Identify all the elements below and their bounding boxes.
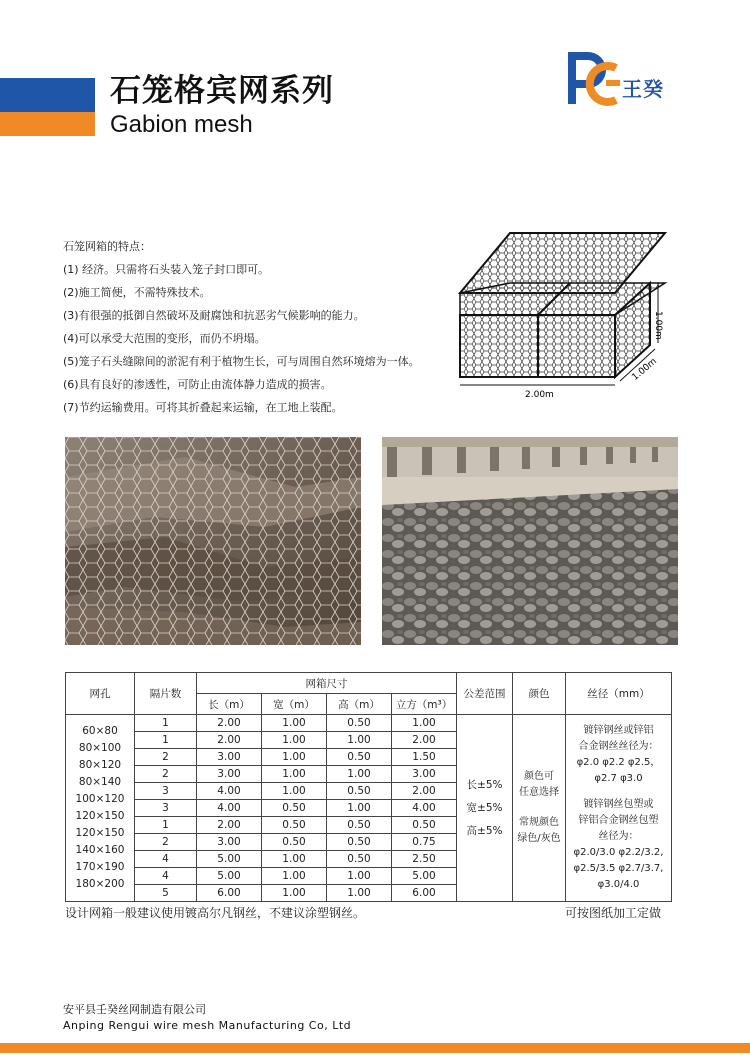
mesh-size: 140×160 [75, 844, 125, 856]
cell-panels: 4 [135, 868, 197, 885]
wire-spec: φ3.0/4.0 [597, 879, 640, 890]
cell-width: 0.50 [262, 800, 327, 817]
mesh-size: 80×100 [78, 742, 122, 754]
cell-panels: 2 [135, 766, 197, 783]
cell-volume: 1.50 [392, 749, 457, 766]
color-cell [513, 715, 566, 902]
header-blue-band [0, 78, 95, 112]
cell-panels: 5 [135, 885, 197, 902]
tolerance-width: 宽±5% [466, 801, 503, 814]
cell-height: 1.00 [327, 766, 392, 783]
tolerance-length: 长±5% [466, 778, 503, 791]
color-option: 常规颜色 [519, 817, 559, 828]
feature-item: (5)笼子石头缝隙间的淤泥有利于植物生长，可与周围自然环境熔为一体。 [63, 355, 420, 368]
page-title-en: Gabion mesh [110, 111, 253, 138]
cell-length: 4.00 [197, 800, 262, 817]
cell-volume: 2.00 [392, 783, 457, 800]
cell-panels: 1 [135, 715, 197, 732]
mesh-size-list [66, 715, 135, 902]
color-option: 任意选择 [519, 787, 559, 798]
diagram-width-label: 2.00m [525, 390, 554, 400]
cell-width: 1.00 [262, 715, 327, 732]
cell-volume: 5.00 [392, 868, 457, 885]
cell-width: 1.00 [262, 868, 327, 885]
feature-item: (2)施工简便，不需特殊技术。 [63, 286, 211, 299]
cell-height: 0.50 [327, 783, 392, 800]
wire-spec: φ2.5/3.5 φ2.7/3.7, [573, 863, 664, 874]
cell-volume: 0.50 [392, 817, 457, 834]
wire-spec: 镀锌钢丝或锌铝 [583, 725, 654, 736]
header-panels: 隔片数 [135, 673, 197, 715]
cell-width: 0.50 [262, 834, 327, 851]
wire-spec: φ2.0 φ2.2 φ2.5， [576, 757, 661, 768]
cell-volume: 6.00 [392, 885, 457, 902]
header-wire: 丝径（mm） [566, 673, 672, 715]
cell-panels: 1 [135, 732, 197, 749]
cell-panels: 1 [135, 817, 197, 834]
feature-item: (1) 经济。只需将石头装入笼子封口即可。 [63, 263, 270, 276]
mesh-size: 180×200 [75, 878, 125, 890]
cell-length: 4.00 [197, 783, 262, 800]
cell-length: 3.00 [197, 766, 262, 783]
cell-volume: 4.00 [392, 800, 457, 817]
feature-item: (3)有很强的抵御自然破坏及耐腐蚀和抗恶劣气候影响的能力。 [63, 309, 365, 322]
cell-length: 3.00 [197, 834, 262, 851]
header-color: 颜色 [513, 673, 566, 715]
cell-height: 1.00 [327, 732, 392, 749]
cell-height: 0.50 [327, 851, 392, 868]
mesh-size: 120×150 [75, 827, 125, 839]
cell-height: 1.00 [327, 800, 392, 817]
wire-spec: φ2.0/3.0 φ2.2/3.2, [573, 847, 664, 858]
diagram-height-label: 1.00m [653, 311, 663, 340]
cell-width: 1.00 [262, 732, 327, 749]
logo-text: 王癸 [622, 77, 664, 101]
wire-spec: 合金钢丝丝径为： [578, 741, 659, 752]
header-orange-band [0, 112, 95, 136]
cell-volume: 3.00 [392, 766, 457, 783]
gabion-stone-photo [65, 437, 361, 645]
cell-length: 5.00 [197, 851, 262, 868]
wire-spec: 锌铝合金钢丝包塑 [578, 815, 659, 826]
wire-recommendation-note: 设计网箱一般建议使用镀高尔凡钢丝，不建议涂塑钢丝。 [65, 906, 366, 920]
cell-panels: 2 [135, 834, 197, 851]
cell-volume: 2.50 [392, 851, 457, 868]
header-width: 宽（m） [262, 694, 327, 715]
cell-width: 1.00 [262, 783, 327, 800]
feature-item: (6)具有良好的渗透性，可防止由流体静力造成的损害。 [63, 378, 332, 391]
feature-item: (4)可以承受大范围的变形，而仍不坍塌。 [63, 332, 266, 345]
mesh-size: 80×120 [78, 759, 122, 771]
cell-width: 1.00 [262, 749, 327, 766]
tolerance-height: 高±5% [466, 824, 503, 837]
cell-height: 0.50 [327, 817, 392, 834]
cell-height: 0.50 [327, 749, 392, 766]
header-height: 高（m） [327, 694, 392, 715]
cell-height: 0.50 [327, 834, 392, 851]
header-box-size: 网箱尺寸 [197, 673, 457, 694]
cell-length: 2.00 [197, 715, 262, 732]
cell-width: 1.00 [262, 766, 327, 783]
cell-height: 1.00 [327, 885, 392, 902]
color-option: 绿色/灰色 [517, 833, 561, 844]
tolerance-cell [457, 715, 513, 902]
cell-width: 1.00 [262, 851, 327, 868]
mesh-size: 120×150 [75, 810, 125, 822]
gabion-box-diagram [450, 225, 675, 405]
mesh-size: 80×140 [78, 776, 122, 788]
cell-height: 0.50 [327, 715, 392, 732]
company-name-en: Anping Rengui wire mesh Manufacturing Co, Ltd [63, 1019, 352, 1032]
mesh-size: 60×80 [82, 725, 118, 737]
cell-height: 1.00 [327, 868, 392, 885]
table-row [66, 715, 672, 732]
cell-volume: 0.75 [392, 834, 457, 851]
cell-length: 2.00 [197, 817, 262, 834]
cell-length: 2.00 [197, 732, 262, 749]
cell-panels: 4 [135, 851, 197, 868]
riverbed-gabion-photo [382, 437, 678, 645]
spec-table [65, 672, 672, 902]
cell-panels: 2 [135, 749, 197, 766]
header-tolerance: 公差范围 [457, 673, 513, 715]
diagram-depth-label: 1.00m [630, 356, 659, 383]
feature-item: (7)节约运输费用。可将其折叠起来运输，在工地上装配。 [63, 401, 343, 414]
wire-spec: φ2.7 φ3.0 [594, 773, 643, 784]
cell-length: 3.00 [197, 749, 262, 766]
header-length: 长（m） [197, 694, 262, 715]
wire-spec-cell [566, 715, 672, 902]
cell-length: 6.00 [197, 885, 262, 902]
cell-length: 5.00 [197, 868, 262, 885]
color-option: 颜色可 [524, 771, 554, 782]
features-list [63, 235, 443, 419]
header-volume: 立方（m³） [392, 694, 457, 715]
page-title-cn: 石笼格宾网系列 [110, 73, 334, 109]
features-heading: 石笼网箱的特点： [63, 240, 151, 253]
cell-volume: 1.00 [392, 715, 457, 732]
mesh-size: 100×120 [75, 793, 125, 805]
cell-volume: 2.00 [392, 732, 457, 749]
cell-width: 1.00 [262, 885, 327, 902]
cell-panels: 3 [135, 783, 197, 800]
company-name-cn: 安平县壬癸丝网制造有限公司 [63, 1003, 206, 1016]
footer-orange-bar [0, 1043, 750, 1053]
wire-spec: 镀锌钢丝包塑或 [583, 799, 654, 810]
custom-order-note: 可按图纸加工定做 [565, 906, 662, 920]
wire-spec: 丝径为： [598, 831, 639, 842]
cell-panels: 3 [135, 800, 197, 817]
cell-width: 0.50 [262, 817, 327, 834]
mesh-size: 170×190 [75, 861, 125, 873]
header-mesh: 网孔 [66, 673, 135, 715]
